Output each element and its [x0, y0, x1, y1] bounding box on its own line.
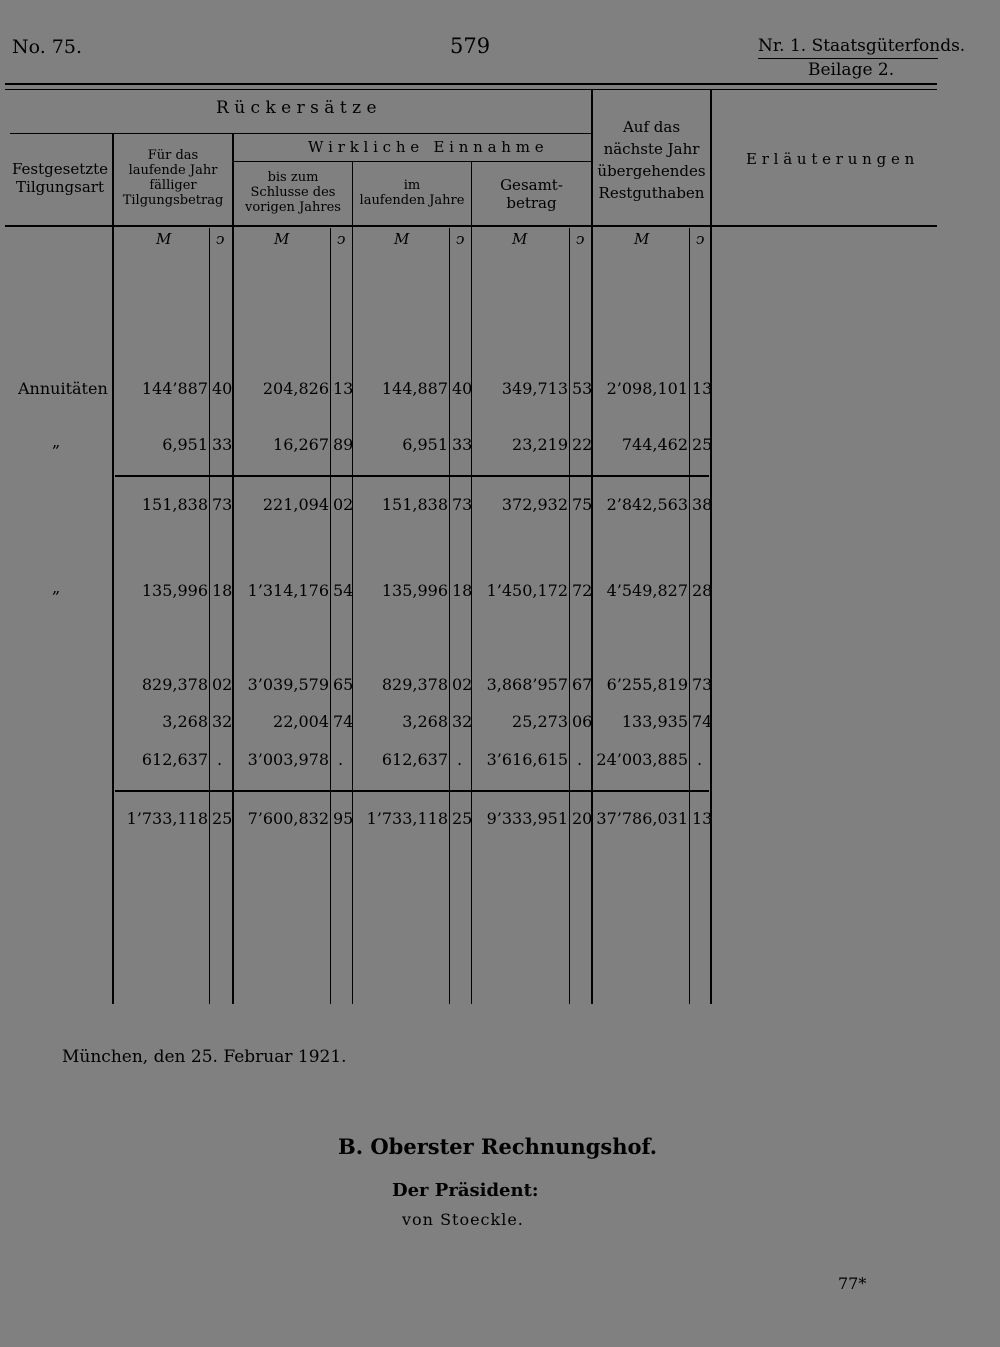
table-top-rule — [5, 83, 937, 85]
cell-faellig-pf: 25 — [212, 809, 233, 828]
header-rueckersaetze: R ü c k e r s ä t z e — [216, 98, 377, 118]
header-bis-zum: bis zum Schlusse des vorigen Jahres — [245, 170, 341, 215]
cell-bis-pf: 54 — [333, 581, 354, 600]
cell-faellig-pf: 40 — [212, 379, 233, 398]
cell-bis-pf: 89 — [333, 435, 354, 454]
cell-gesamt-mark: 3’616,615 — [486, 750, 568, 769]
cell-im-mark: 829,378 — [381, 675, 448, 694]
place-date: München, den 25. Februar 1921. — [62, 1047, 347, 1067]
cell-im-pf: 32 — [452, 712, 473, 731]
page-mark: 77* — [838, 1274, 867, 1293]
cell-gesamt-pf: 75 — [572, 495, 593, 514]
cell-bis-mark: 16,267 — [273, 435, 329, 454]
header-auf-das: Auf das nächste Jahr übergehendes Restguthaben — [597, 118, 706, 202]
cell-rest-mark: 744,462 — [621, 435, 688, 454]
authority: B. Oberster Rechnungshof. — [338, 1134, 658, 1159]
col-line-5 — [591, 90, 593, 1004]
cell-faellig-mark: 144’887 — [141, 379, 208, 398]
cell-bis-pf: 95 — [333, 809, 354, 828]
cell-rest-mark: 2’842,563 — [606, 495, 688, 514]
row-label: „ — [52, 432, 61, 451]
cell-im-pf: 18 — [452, 581, 473, 600]
header-left: No. 75. — [12, 36, 83, 58]
signature-name: von Stoeckle. — [402, 1210, 524, 1229]
pf-line-2 — [330, 228, 331, 1004]
cell-gesamt-mark: 1’450,172 — [486, 581, 568, 600]
header-erlaeuterungen: E r l ä u t e r u n g e n — [746, 150, 915, 168]
pf-line-3 — [449, 228, 450, 1004]
cell-gesamt-mark: 23,219 — [512, 435, 568, 454]
cell-rest-pf: 28 — [692, 581, 713, 600]
cell-faellig-mark: 151,838 — [141, 495, 208, 514]
unit-mark-4: M — [512, 230, 528, 248]
cell-faellig-pf: . — [217, 750, 223, 769]
cell-faellig-pf: 18 — [212, 581, 233, 600]
cell-bis-mark: 1’314,176 — [247, 581, 329, 600]
cell-im-pf: 40 — [452, 379, 473, 398]
cell-gesamt-pf: 22 — [572, 435, 593, 454]
pf-line-5 — [689, 228, 690, 1004]
total-rule — [115, 790, 709, 792]
cell-im-mark: 612,637 — [381, 750, 448, 769]
col-line-2 — [232, 134, 234, 1004]
cell-bis-mark: 3’039,579 — [247, 675, 329, 694]
cell-faellig-mark: 829,378 — [141, 675, 208, 694]
row-label: „ — [52, 578, 61, 597]
header-right-line1: Nr. 1. Staatsgüterfonds. — [758, 36, 966, 56]
cell-gesamt-pf: 20 — [572, 809, 593, 828]
cell-rest-mark: 2’098,101 — [606, 379, 688, 398]
header-gesamt: Gesamt- betrag — [500, 176, 563, 212]
cell-faellig-pf: 02 — [212, 675, 233, 694]
cell-faellig-mark: 612,637 — [141, 750, 208, 769]
header-im-laufenden: im laufenden Jahre — [359, 178, 465, 208]
cell-gesamt-pf: 06 — [572, 712, 593, 731]
unit-pf-5: ↄ — [696, 230, 705, 248]
cell-faellig-pf: 73 — [212, 495, 233, 514]
cell-faellig-mark: 1’733,118 — [126, 809, 208, 828]
cell-im-pf: 25 — [452, 809, 473, 828]
cell-im-pf: 73 — [452, 495, 473, 514]
subtotal-rule — [115, 475, 709, 477]
cell-faellig-pf: 32 — [212, 712, 233, 731]
cell-rest-pf: 74 — [692, 712, 713, 731]
unit-mark-2: M — [274, 230, 290, 248]
pf-line-4 — [569, 228, 570, 1004]
cell-im-pf: 02 — [452, 675, 473, 694]
cell-bis-pf: 65 — [333, 675, 354, 694]
rueckersaetze-underline — [10, 133, 593, 134]
cell-rest-mark: 6’255,819 — [606, 675, 688, 694]
cell-bis-pf: 02 — [333, 495, 354, 514]
page-number: 579 — [450, 34, 491, 58]
cell-bis-pf: 74 — [333, 712, 354, 731]
cell-gesamt-mark: 3,868’957 — [486, 675, 568, 694]
cell-bis-mark: 22,004 — [273, 712, 329, 731]
wirkliche-underline — [234, 161, 591, 162]
cell-rest-pf: 25 — [692, 435, 713, 454]
col-line-1 — [112, 134, 114, 1004]
cell-bis-mark: 221,094 — [262, 495, 329, 514]
header-faelliger: Für das laufende Jahr fälliger Tilgungsbetrag — [122, 148, 224, 208]
header-wirkliche: W i r k l i c h e E i n n a h m e — [308, 138, 544, 156]
cell-faellig-pf: 33 — [212, 435, 233, 454]
cell-im-mark: 135,996 — [381, 581, 448, 600]
unit-mark-5: M — [634, 230, 650, 248]
signature-title: Der Präsident: — [392, 1180, 539, 1201]
cell-gesamt-pf: 53 — [572, 379, 593, 398]
table-top-rule-thin — [5, 89, 937, 90]
cell-gesamt-mark: 372,932 — [501, 495, 568, 514]
cell-bis-mark: 204,826 — [262, 379, 329, 398]
cell-im-mark: 3,268 — [402, 712, 448, 731]
cell-faellig-mark: 3,268 — [162, 712, 208, 731]
cell-im-mark: 144,887 — [381, 379, 448, 398]
cell-gesamt-pf: 72 — [572, 581, 593, 600]
header-right-line2: Beilage 2. — [808, 60, 895, 80]
cell-bis-pf: . — [338, 750, 344, 769]
cell-gesamt-mark: 9’333,951 — [486, 809, 568, 828]
unit-pf-4: ↄ — [576, 230, 585, 248]
row-label: Annuitäten — [18, 379, 108, 398]
cell-rest-mark: 4’549,827 — [606, 581, 688, 600]
cell-rest-pf: 13 — [692, 809, 713, 828]
col-line-6 — [710, 90, 712, 1004]
cell-im-mark: 6,951 — [402, 435, 448, 454]
unit-mark-3: M — [394, 230, 410, 248]
cell-rest-pf: 73 — [692, 675, 713, 694]
cell-bis-mark: 3’003,978 — [247, 750, 329, 769]
cell-im-mark: 1’733,118 — [366, 809, 448, 828]
cell-gesamt-pf: 67 — [572, 675, 593, 694]
header-right-underline — [758, 58, 938, 59]
unit-pf-3: ↄ — [456, 230, 465, 248]
cell-im-mark: 151,838 — [381, 495, 448, 514]
cell-rest-pf: 13 — [692, 379, 713, 398]
cell-im-pf: 33 — [452, 435, 473, 454]
cell-faellig-mark: 135,996 — [141, 581, 208, 600]
cell-gesamt-mark: 349,713 — [501, 379, 568, 398]
cell-rest-mark: 24’003,885 — [596, 750, 688, 769]
cell-rest-mark: 37’786,031 — [596, 809, 688, 828]
unit-pf-2: ↄ — [337, 230, 346, 248]
cell-rest-pf: . — [697, 750, 703, 769]
cell-gesamt-pf: . — [577, 750, 583, 769]
cell-rest-mark: 133,935 — [621, 712, 688, 731]
cell-faellig-mark: 6,951 — [162, 435, 208, 454]
cell-rest-pf: 38 — [692, 495, 713, 514]
cell-gesamt-mark: 25,273 — [512, 712, 568, 731]
unit-pf-1: ↄ — [216, 230, 225, 248]
cell-im-pf: . — [457, 750, 463, 769]
header-tilgungsart: Festgesetzte Tilgungsart — [11, 160, 109, 196]
cell-bis-mark: 7’600,832 — [247, 809, 329, 828]
unit-mark-1: M — [156, 230, 172, 248]
cell-bis-pf: 13 — [333, 379, 354, 398]
pf-line-1 — [209, 228, 210, 1004]
